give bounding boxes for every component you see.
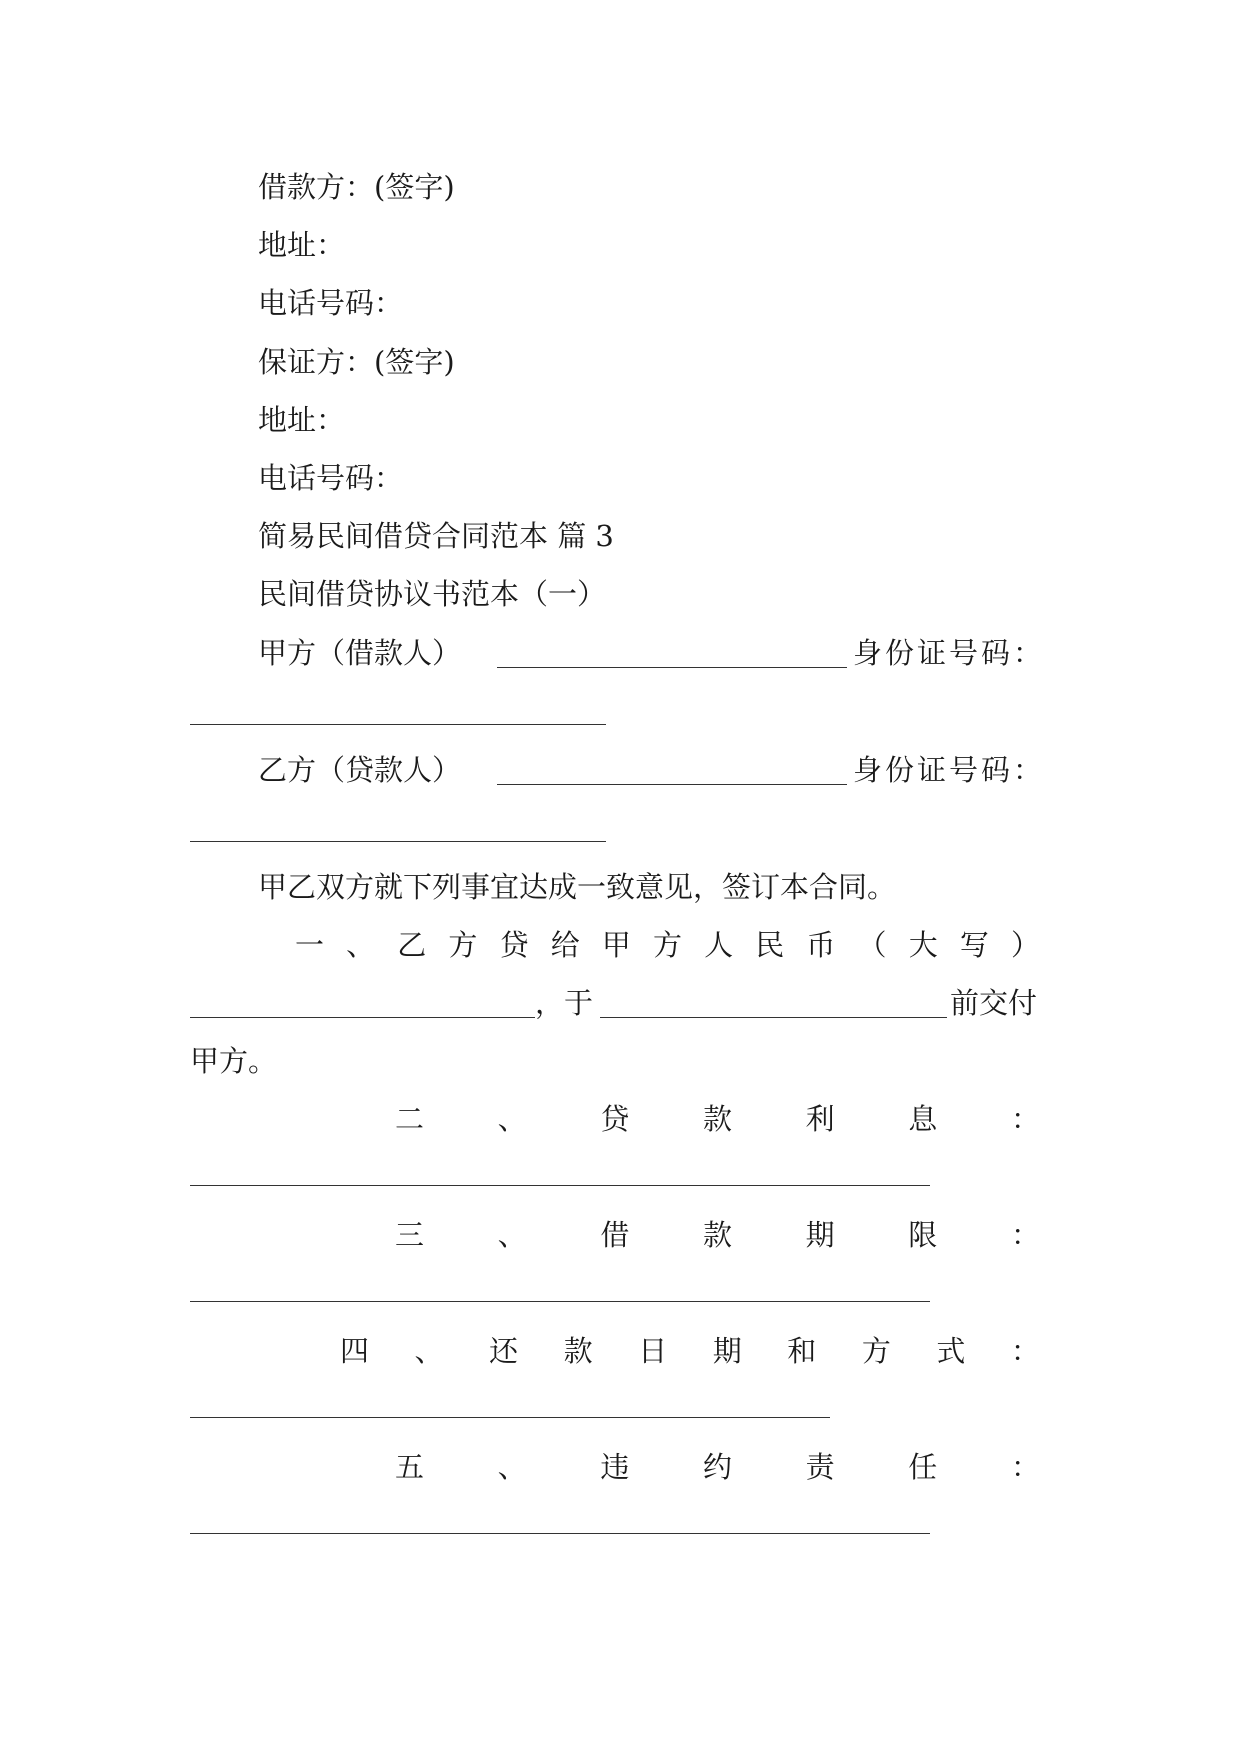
clause-3-char: 借 [600,1218,630,1252]
clause-2 [395,1099,1040,1139]
clause-2-char: 贷 [600,1102,630,1136]
section-heading: 简易民间借贷合同范本 篇 3 [258,519,614,553]
clause-5-char: 责 [805,1450,835,1484]
clause-1-char: 甲 [601,928,631,962]
clause-3-char: 、 [497,1218,527,1252]
delivery-date-blank [600,1017,947,1018]
party-a-name-blank [497,667,847,668]
party-b-label: 乙方（贷款人） [258,753,462,787]
clause-5-char: 任 [908,1450,938,1484]
clause-1-char: 方 [448,928,478,962]
clause-1-char: 民 [755,928,785,962]
clause-1-char: 人 [704,928,734,962]
clause-3-char: 款 [702,1218,732,1252]
clause-4 [340,1331,1040,1371]
clause-1-end: 前交付 [950,986,1038,1020]
clause-3-char: ： [1010,1218,1040,1252]
repayment-blank [190,1417,830,1418]
clause-5-char: ： [1010,1450,1040,1484]
clause-4-char: 四 [340,1334,370,1368]
clause-2-char: 二 [395,1102,425,1136]
clause-1-char: 一 [295,928,325,962]
interest-blank [190,1185,930,1186]
clause-1-char: 、 [346,928,376,962]
clause-1-char: 乙 [397,928,427,962]
clause-2-char: 、 [497,1102,527,1136]
clause-4-char: 、 [414,1334,444,1368]
clause-1-char: 币 [806,928,836,962]
agreement-intro: 甲乙双方就下列事宜达成一致意见，签订本合同。 [258,870,897,904]
clause-5-char: 约 [702,1450,732,1484]
clause-1-char: 大 [908,928,938,962]
clause-1-char: 方 [652,928,682,962]
clause-4-char: 期 [712,1334,742,1368]
clause-1-char: 写 [959,928,989,962]
clause-4-char: 式 [936,1334,966,1368]
clause-1-tail: 甲方。 [190,1044,278,1078]
clause-5-char: 、 [497,1450,527,1484]
party-b-id-label: 身份证号码： [853,753,1046,787]
clause-5-char: 违 [600,1450,630,1484]
clause-4-char: 方 [861,1334,891,1368]
party-a-label: 甲方（借款人） [258,636,462,670]
guarantor-phone-line: 电话号码： [258,461,404,495]
clause-1-char: （ [857,928,887,962]
term-blank [190,1301,930,1302]
clause-1 [295,925,1040,965]
guarantor-signature-line: 保证方：(签字) [258,345,455,379]
clause-2-char: 利 [805,1102,835,1136]
lender-phone-line: 电话号码： [258,286,404,320]
clause-5 [395,1447,1040,1487]
clause-1-char: 给 [550,928,580,962]
lender-signature-line: 借款方：(签字) [258,170,455,204]
clause-4-char: ： [1010,1334,1040,1368]
clause-1-mid: ，于 [535,986,594,1020]
liability-blank [190,1533,930,1534]
clause-4-char: 款 [563,1334,593,1368]
clause-3-char: 限 [908,1218,938,1252]
clause-4-char: 还 [489,1334,519,1368]
clause-3-char: 三 [395,1218,425,1252]
clause-1-char: ） [1010,928,1040,962]
clause-1-char: 贷 [499,928,529,962]
party-a-id-label: 身份证号码： [853,636,1046,670]
sub-heading: 民间借贷协议书范本（一） [258,577,607,611]
clause-4-char: 日 [638,1334,668,1368]
party-a-id-blank [190,724,606,725]
clause-2-char: ： [1010,1102,1040,1136]
party-b-id-blank [190,841,606,842]
loan-amount-blank [190,1017,535,1018]
clause-5-char: 五 [395,1450,425,1484]
guarantor-address-line: 地址： [258,403,346,437]
clause-3 [395,1215,1040,1255]
clause-2-char: 息 [908,1102,938,1136]
clause-4-char: 和 [787,1334,817,1368]
party-b-name-blank [497,784,847,785]
clause-2-char: 款 [702,1102,732,1136]
lender-address-line: 地址： [258,228,346,262]
clause-3-char: 期 [805,1218,835,1252]
